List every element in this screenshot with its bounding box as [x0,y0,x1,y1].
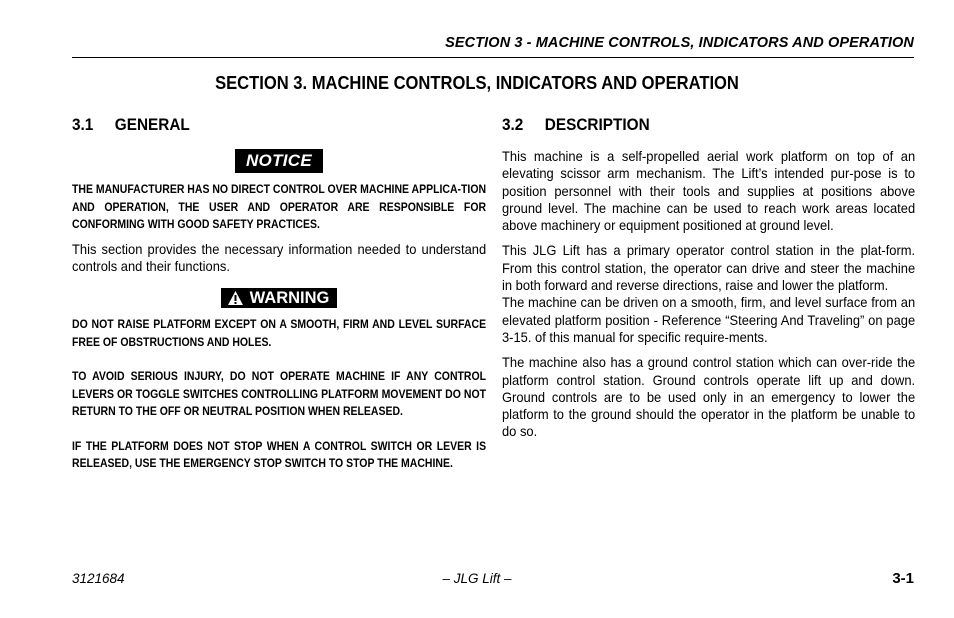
header-rule [72,57,914,58]
description-paragraph-4: The machine also has a ground control station which can over-ride the platform control station. Ground controls operate lift up and down. Ground controls are to be used only in an emergency to lower the platform to the ground should the operator in the platform be unable to do so. [502,355,916,440]
heading-description [502,116,886,135]
warning-triangle-icon [227,290,244,306]
footer-page-number: 3-1 [892,570,914,587]
right-column [502,116,915,449]
description-paragraph-2: This JLG Lift has a primary operator control station in the plat-form. From this control station, the operator can drive and steer the machine in both forward and reverse directions, raise and lower the platform. [502,243,916,294]
footer-doc-number: 3121684 [72,571,125,586]
notice-label: NOTICE [235,149,323,173]
section-title: SECTION 3. MACHINE CONTROLS, INDICATORS AND OPERATION [215,73,739,93]
notice-text: THE MANUFACTURER HAS NO DIRECT CONTROL OVER MACHINE APPLICA-TION AND OPERATION, THE USER AND OPERATOR ARE RESPONSIBLE FOR CONFORMING WITH GOOD SAFETY PRACTICES. [72,182,487,231]
heading-general [72,116,457,135]
footer-center-text: – JLG Lift – [442,571,512,586]
heading-number: 3.2 [502,116,524,134]
heading-text: GENERAL [114,116,190,134]
warning-label-text: WARNING [249,289,330,308]
warning-label [221,288,338,308]
intro-paragraph: This section provides the necessary information needed to understand controls and their functions. [72,241,487,274]
running-head: SECTION 3 - MACHINE CONTROLS, INDICATORS AND OPERATION [445,35,914,51]
heading-text: DESCRIPTION [544,116,650,134]
warning-text-1: DO NOT RAISE PLATFORM EXCEPT ON A SMOOTH, FIRM AND LEVEL SURFACE FREE OF OBSTRUCTIONS AND HOLES. [72,317,487,349]
left-column [72,116,486,480]
warning-text-2: TO AVOID SERIOUS INJURY, DO NOT OPERATE MACHINE IF ANY CONTROL LEVERS OR TOGGLE SWITCHES CONTROLLING PLATFORM MOVEMENT DO NOT RETURN TO THE OFF OR NEUTRAL POSITION WHEN RELEASED. [72,369,487,419]
warning-label-box [72,288,486,308]
notice-label-box [72,149,486,173]
warning-text-3: IF THE PLATFORM DOES NOT STOP WHEN A CONTROL SWITCH OR LEVER IS RELEASED, USE THE EMERGENCY STOP SWITCH TO STOP THE MACHINE. [72,438,487,471]
description-paragraph-3: The machine can be driven on a smooth, firm, and level surface from an elevated platform position - Reference “Steering And Traveling” on page 3-15. of this manual for specific require-ments. [502,295,916,345]
description-paragraph-1: This machine is a self-propelled aerial work platform on top of an elevating scissor arm mechanism. The Lift’s intended pur-pose is to position personnel with their tools and supplies at positions above ground level. The machine can be used to reach work areas located above machinery or equipment positioned at ground level. [502,149,916,234]
heading-number: 3.1 [72,116,94,134]
